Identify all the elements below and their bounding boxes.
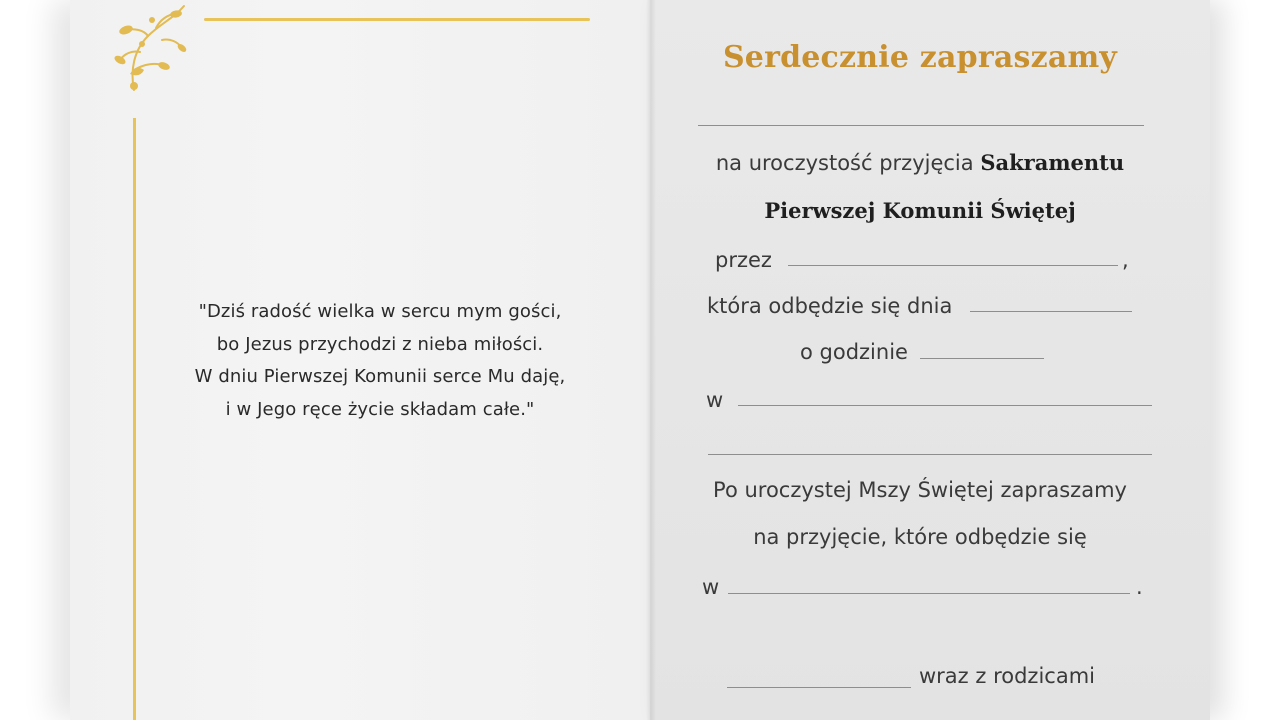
guest-name-blank-line <box>727 687 911 688</box>
invitation-heading: Serdecznie zapraszamy <box>722 40 1118 75</box>
card-fold <box>646 0 656 720</box>
poem-line: bo Jezus przychodzi z nieba miłości. <box>216 333 544 355</box>
reception-place-period: . <box>1136 575 1143 599</box>
time-blank-line <box>920 358 1044 359</box>
communion-title: Pierwszej Komunii Świętej <box>764 198 1076 223</box>
place-label: w <box>706 388 724 412</box>
floral-corner-ornament-icon <box>104 0 194 96</box>
reception-place-blank-line <box>728 593 1130 594</box>
reception-place-label: w <box>702 575 720 599</box>
przez-label: przez <box>715 248 772 272</box>
name-blank-line <box>698 125 1144 126</box>
place-blank-line <box>738 405 1152 406</box>
time-label: o godzinie <box>800 340 908 364</box>
poem-line: W dniu Pierwszej Komunii serce Mu daję, <box>194 366 566 387</box>
ceremony-line-1 <box>650 150 1190 175</box>
ceremony-text: na uroczystość przyjęcia <box>715 151 974 175</box>
reception-line-2: na przyjęcie, które odbędzie się <box>753 525 1087 549</box>
right-page <box>650 0 1210 720</box>
date-blank-line <box>970 311 1132 312</box>
place-blank-line-2 <box>708 454 1152 455</box>
przez-comma: , <box>1122 248 1129 272</box>
gold-left-border <box>133 118 136 720</box>
poem-quote <box>170 296 590 426</box>
celebrant-blank-line <box>788 265 1118 266</box>
sacrament-title: Sakramentu <box>980 150 1125 175</box>
gold-top-divider <box>204 18 590 21</box>
poem-line: i w Jego ręce życie składam całe." <box>225 398 535 420</box>
date-label: która odbędzie się dnia <box>707 294 953 318</box>
reception-line-1: Po uroczystej Mszy Świętej zapraszamy <box>713 478 1127 502</box>
poem-line: "Dziś radość wielka w sercu mym gości, <box>198 301 562 322</box>
parents-label: wraz z rodzicami <box>919 664 1095 688</box>
